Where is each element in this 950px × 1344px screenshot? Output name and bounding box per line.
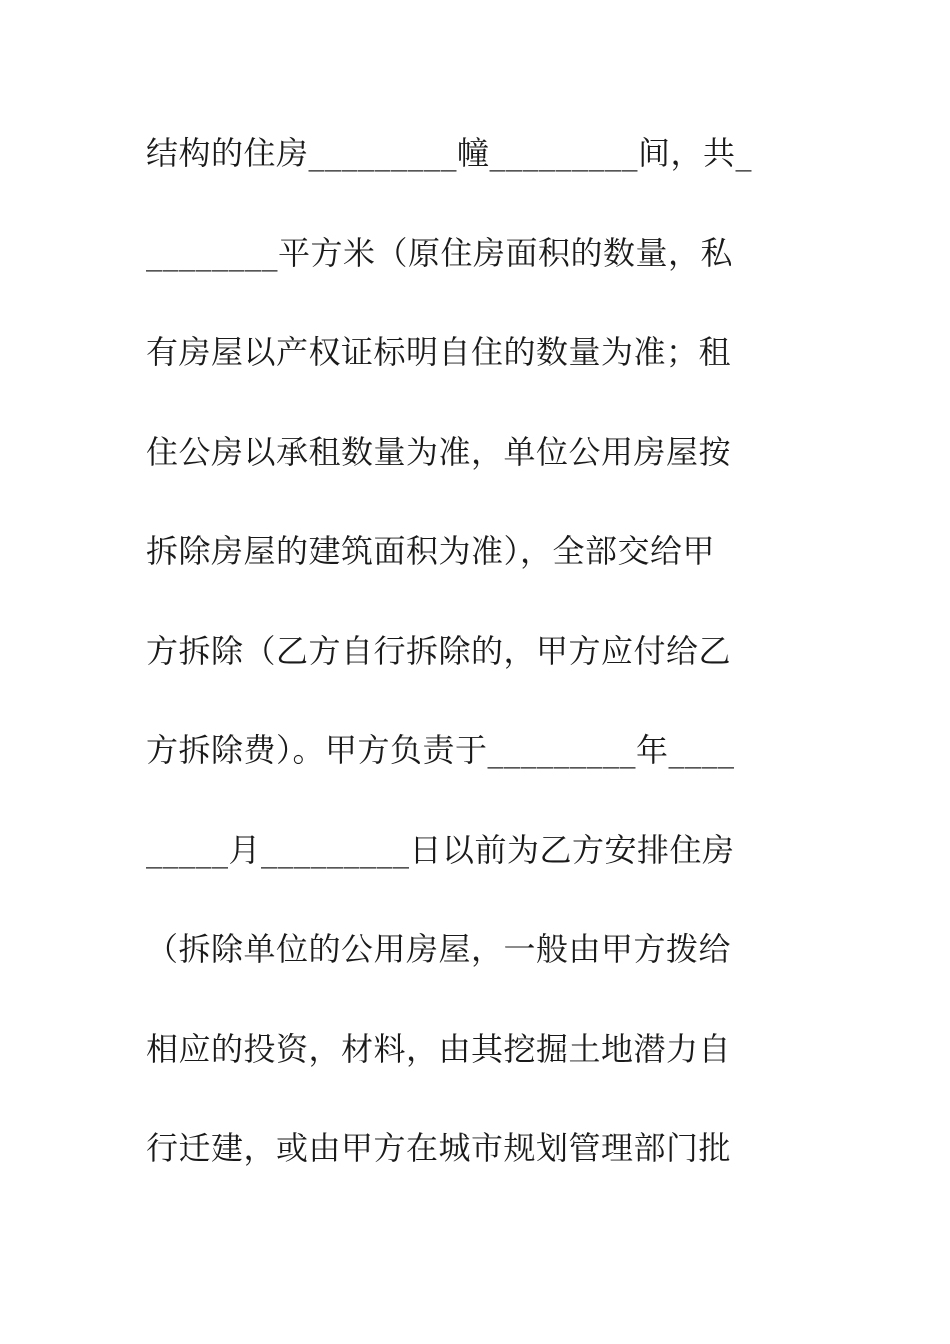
text-line: 行迁建，或由甲方在城市规划管理部门批 — [146, 1129, 732, 1167]
text-line: 住公房以承租数量为准，单位公用房屋按 — [146, 432, 732, 471]
text-line: 结构的住房_________幢_________间，共_ — [146, 134, 753, 172]
contract-body-text — [146, 122, 806, 1217]
text-line: 拆除房屋的建筑面积为准），全部交给甲 — [146, 532, 716, 570]
text-line: ________平方米（原住房面积的数量，私 — [146, 233, 734, 272]
text-line: 方拆除（乙方自行拆除的，甲方应付给乙 — [146, 631, 732, 670]
text-line: 方拆除费）。甲方负责于_________年____ — [146, 731, 735, 769]
text-line: 有房屋以产权证标明自住的数量为准；租 — [146, 333, 732, 371]
text-line: 相应的投资，材料，由其挖掘土地潜力自 — [146, 1029, 732, 1068]
text-line: （拆除单位的公用房屋，一般由甲方拨给 — [146, 930, 732, 968]
text-line: _____月_________日以前为乙方安排住房 — [146, 830, 735, 869]
